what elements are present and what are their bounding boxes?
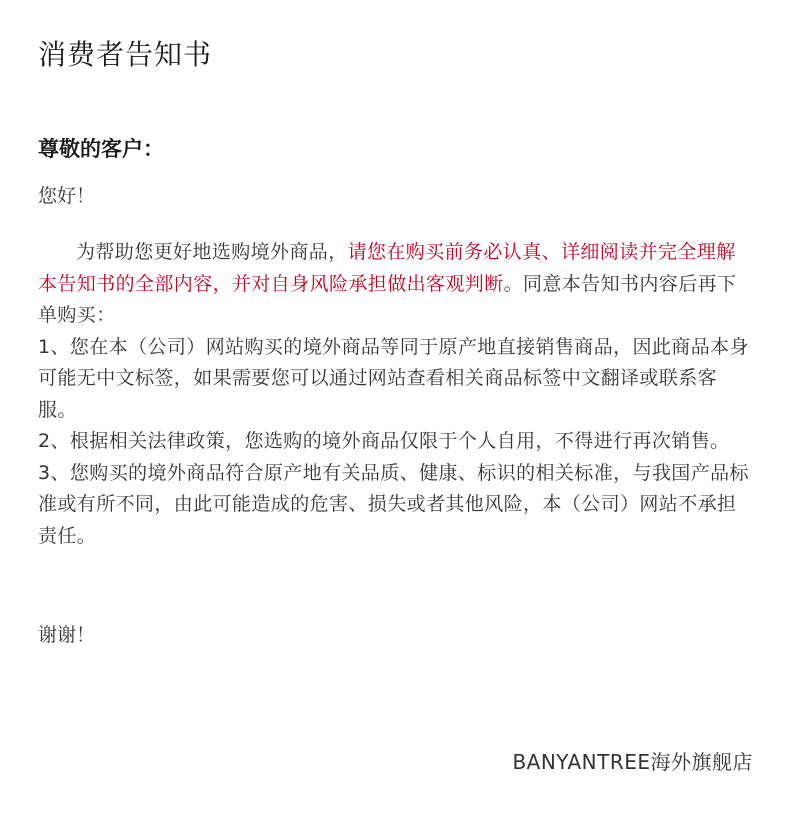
notice-body xyxy=(38,237,754,552)
page-title: 消费者告知书 xyxy=(38,38,213,71)
store-signature: BANYANTREE海外旗舰店 xyxy=(512,750,753,774)
intro-tail-text: 。同意本告知书内容后再下单购买： xyxy=(38,272,737,326)
salutation: 尊敬的客户： xyxy=(38,137,164,161)
notice-item-3: 3、您购买的境外商品符合原产地有关品质、健康、标识的相关标准，与我国产品标准或有所不同，由此可能造成的危害、损失或者其他风险，本（公司）网站不承担责任。 xyxy=(38,461,749,547)
notice-item-1: 1、您在本（公司）网站购买的境外商品等同于原产地直接销售商品，因此商品本身可能无中文标签，如果需要您可以通过网站查看相关商品标签中文翻译或联系客服。 xyxy=(38,335,749,421)
intro-emphasis-text: 请您在购买前务必认真、详细阅读并完全理解本告知书的全部内容，并对自身风险承担做出客观判断 xyxy=(38,241,736,295)
intro-plain-text: 为帮助您更好地选购境外商品， xyxy=(76,241,348,263)
thanks-text: 谢谢！ xyxy=(38,624,96,646)
greeting: 您好！ xyxy=(38,185,96,207)
notice-item-2: 2、根据相关法律政策，您选购的境外商品仅限于个人自用，不得进行再次销售。 xyxy=(38,430,730,452)
intro-paragraph xyxy=(38,237,754,332)
